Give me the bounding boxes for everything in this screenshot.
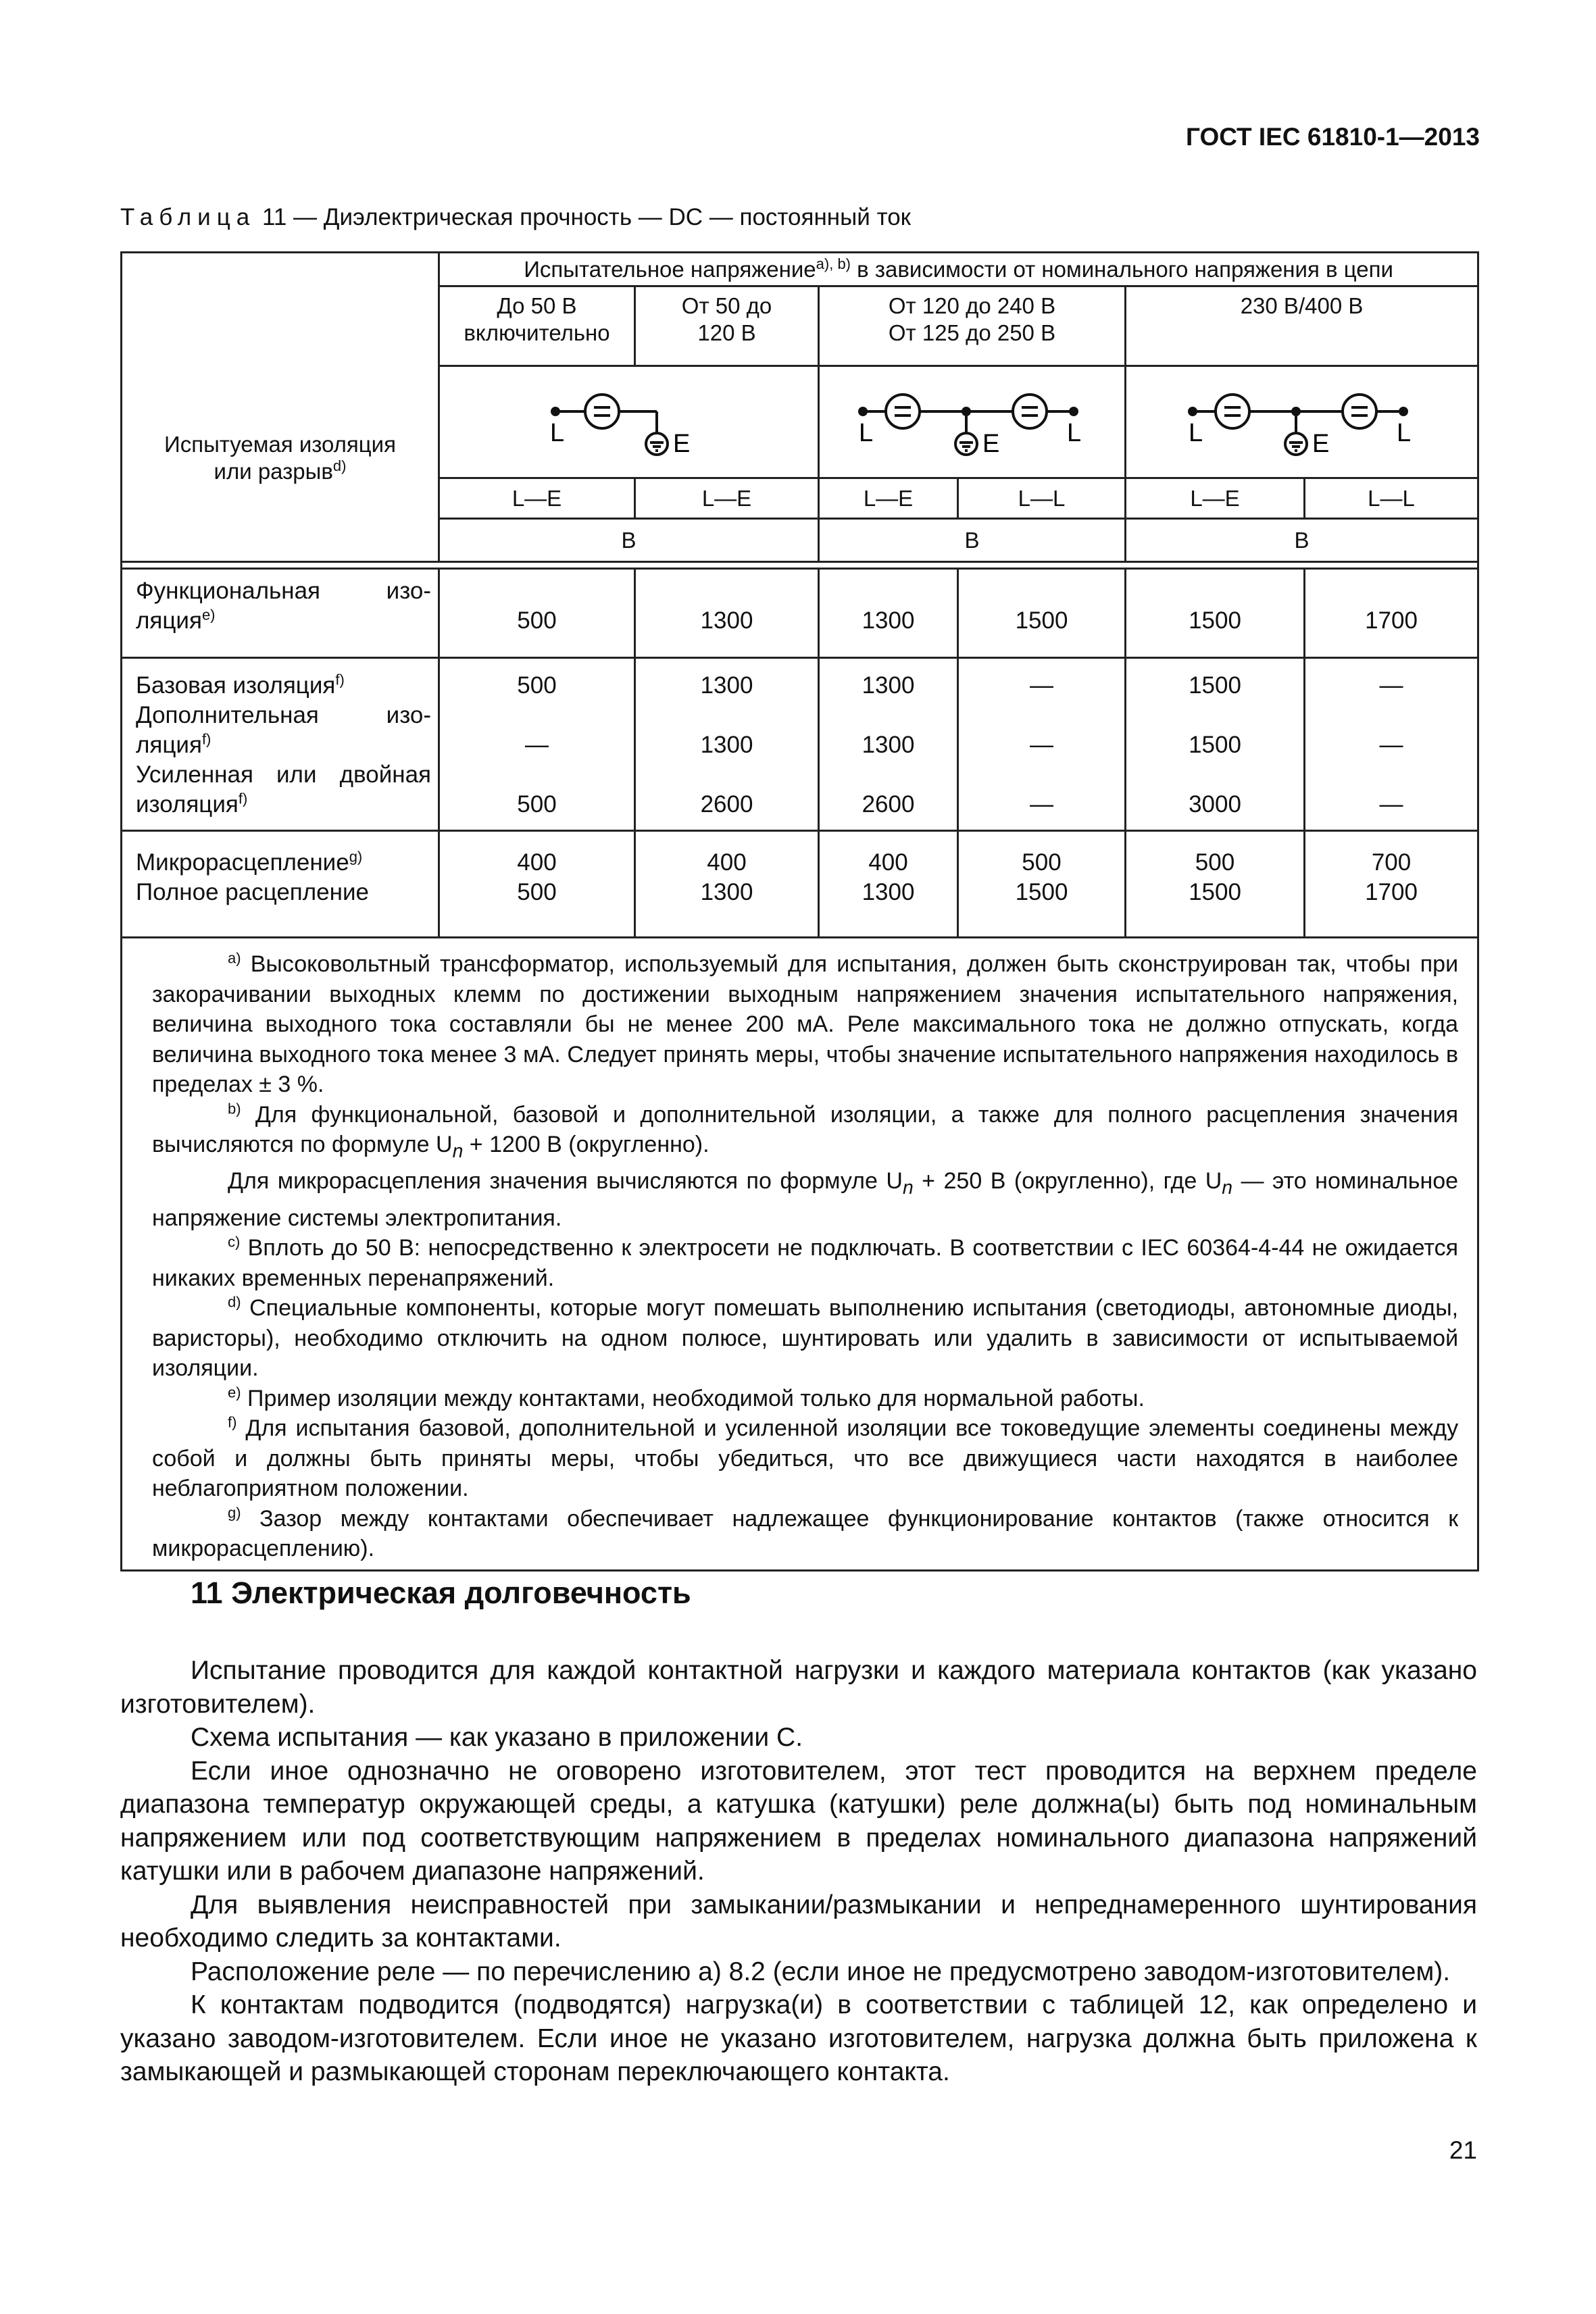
footnote-b2-tail: + 250 В (округленно), где U — [913, 1168, 1222, 1194]
cell-column-6 — [1305, 831, 1478, 938]
footnote-g-marker: g) — [228, 1504, 241, 1521]
table-caption — [120, 204, 911, 231]
cell-value: — — [1379, 732, 1403, 758]
footnote-a-marker: a) — [228, 949, 241, 967]
cell-value: 1300 — [862, 732, 915, 758]
cell-value: 500 — [517, 879, 557, 905]
cell-value: 1300 — [700, 879, 753, 905]
footnote-e-text: Пример изоляции между контактами, необходимой только для нормальной работы. — [241, 1385, 1145, 1411]
group-header-2 — [635, 286, 819, 366]
cell-value: 1700 — [1305, 569, 1478, 658]
cell-value: 1300 — [635, 569, 819, 658]
footnote-b-tail: + 1200 В (округленно). — [463, 1132, 709, 1157]
section-body — [120, 1654, 1477, 2089]
cell-value: 500 — [1022, 849, 1062, 876]
paragraph: Схема испытания — как указано в приложении С. — [191, 1723, 803, 1752]
footnote-d-marker: d) — [228, 1293, 241, 1311]
footnote-g — [152, 1504, 1458, 1564]
footnote-b-cont — [152, 1166, 1458, 1233]
row-2-sup3: f) — [201, 730, 211, 748]
pair-4: L—L — [958, 478, 1126, 519]
double-rule — [122, 562, 1478, 569]
label-l: L — [549, 418, 564, 447]
cell-value: 1500 — [1189, 879, 1241, 905]
unit-cell-3: В — [1126, 519, 1478, 562]
label-e: E — [1312, 429, 1329, 458]
pair-1: L—E — [439, 478, 635, 519]
row-header-sup: d) — [332, 457, 347, 474]
paragraph: Расположение реле — по перечислению а) 8.2 (если иное не предусмотрено заводом-изготовителем). — [191, 1957, 1451, 1986]
cell-value: — — [1030, 672, 1053, 699]
circuit-symbol-le — [545, 382, 714, 463]
test-voltage-label: Испытательное напряжение — [524, 256, 816, 282]
row-label-functional — [122, 569, 439, 658]
cell-column-2 — [635, 658, 819, 831]
symbol-cell-lel-2 — [1126, 366, 1478, 478]
footnote-b-sub: n — [452, 1140, 464, 1162]
footnote-f-text: Для испытания базовой, дополнительной и усиленной изоляции все токоведущие элементы соединены между собой и должны быть приняты меры, чтобы убедиться, что все движущиеся части находятся в наиболее неблагоприятном положении. — [152, 1415, 1459, 1502]
row-3-label1: Микрорасцепление — [136, 849, 349, 876]
label-l-left: L — [858, 418, 873, 447]
footnote-b2-sub: n — [902, 1177, 914, 1199]
group-header-3 — [819, 286, 1126, 366]
cell-value: 3000 — [1189, 791, 1241, 818]
footnote-d — [152, 1293, 1458, 1384]
cell-column-3 — [819, 658, 958, 831]
cell-column-1 — [439, 831, 635, 938]
caption-prefix: Таблица — [120, 204, 256, 230]
footnote-b2-tail2: — это номинальное напряжение системы электропитания. — [152, 1168, 1459, 1231]
cell-column-4 — [958, 831, 1126, 938]
cell-value: 500 — [439, 569, 635, 658]
circuit-symbol-lel-1 — [844, 382, 1101, 463]
test-voltage-header — [439, 253, 1478, 286]
cell-column-6 — [1305, 658, 1478, 831]
group-1-line2: включительно — [464, 320, 610, 345]
cell-value: 1500 — [1189, 672, 1241, 699]
circuit-symbol-lel-2 — [1174, 382, 1430, 463]
group-1-line1: До 50 В — [497, 293, 577, 318]
pair-6: L—L — [1305, 478, 1478, 519]
pair-5: L—E — [1126, 478, 1305, 519]
cell-value: 2600 — [862, 791, 915, 818]
label-l-left: L — [1188, 418, 1203, 447]
cell-value: 1700 — [1365, 879, 1418, 905]
cell-value: — — [1030, 791, 1053, 818]
symbol-cell-lel-1 — [819, 366, 1126, 478]
footnote-c-text: Вплоть до 50 В: непосредственно к электросети не подключать. В соответствии с IEC 60364-4-44 не ожидается никаких временных перенапряжений. — [152, 1235, 1459, 1291]
group-3-line2: От 125 до 250 В — [888, 320, 1056, 345]
test-voltage-rest: в зависимости от номинального напряжения в цепи — [851, 256, 1393, 282]
table-row — [122, 658, 1478, 831]
section-title: 11 Электрическая долговечность — [191, 1576, 691, 1610]
row-header-cell — [122, 253, 439, 562]
paragraph: Если иное однозначно не оговорено изготовителем, этот тест проводится на верхнем пределе диапазона температур окружающей среды, а катушка (катушки) реле должна(ы) быть под номинальным напряжением или под соответствующим напряжением в пределах номинального диапазона напряжений катушки или в рабочем диапазоне напряжений. — [120, 1756, 1477, 1886]
dielectric-strength-table — [120, 251, 1479, 1571]
page-number: 21 — [1449, 2136, 1477, 2164]
cell-value: 1500 — [958, 569, 1126, 658]
cell-value: 1300 — [700, 732, 753, 758]
cell-value: 1500 — [1126, 569, 1305, 658]
footnote-c — [152, 1233, 1458, 1293]
row-2-sup5: f) — [238, 790, 248, 807]
footnote-b2-text: Для микрорасцепления значения вычисляются по формуле U — [228, 1168, 903, 1194]
label-e: E — [982, 429, 999, 458]
standard-header: ГОСТ IEC 61810-1—2013 — [1185, 123, 1480, 151]
cell-column-5 — [1126, 831, 1305, 938]
cell-value: 400 — [517, 849, 557, 876]
cell-value: 1300 — [862, 879, 915, 905]
table-footnotes — [122, 938, 1478, 1571]
cell-value: 1500 — [1015, 879, 1068, 905]
unit-cell-1: В — [439, 519, 819, 562]
cell-value: 1500 — [1189, 732, 1241, 758]
group-2-line2: 120 В — [697, 320, 756, 345]
row-1-label1: Функциональная изо- — [136, 578, 431, 604]
cell-column-1 — [439, 658, 635, 831]
cell-value: 1300 — [819, 569, 958, 658]
test-voltage-sup: a), b) — [816, 255, 851, 272]
row-1-label2: ляция — [136, 607, 202, 634]
pair-3: L—E — [819, 478, 958, 519]
cell-value: 700 — [1371, 849, 1412, 876]
cell-column-5 — [1126, 658, 1305, 831]
pair-2: L—E — [635, 478, 819, 519]
label-l-right: L — [1066, 418, 1081, 447]
row-3-sup1: g) — [349, 848, 363, 865]
cell-column-4 — [958, 658, 1126, 831]
footnote-b — [152, 1100, 1458, 1167]
row-3-label2: Полное расцепление — [136, 879, 369, 905]
group-header-4 — [1126, 286, 1478, 366]
group-3-line1: От 120 до 240 В — [888, 293, 1056, 318]
paragraph: Для выявления неисправностей при замыкании/размыкании и непреднамеренного шунтирования необходимо следить за контактами. — [120, 1890, 1477, 1953]
cell-value: — — [525, 732, 549, 758]
cell-value: 400 — [707, 849, 747, 876]
footnote-b2-sub2: n — [1222, 1177, 1233, 1199]
group-4-line1: 230 В/400 В — [1240, 293, 1364, 318]
table-row — [122, 831, 1478, 938]
cell-value: 1300 — [700, 672, 753, 699]
cell-value: 400 — [868, 849, 908, 876]
footnote-f-marker: f) — [228, 1413, 237, 1431]
cell-value: 500 — [517, 672, 557, 699]
row-2-sup1: f) — [335, 671, 345, 688]
cell-column-3 — [819, 831, 958, 938]
row-2-label1: Базовая изоляция — [136, 672, 336, 699]
label-e: E — [672, 429, 690, 458]
paragraph: Испытание проводится для каждой контактной нагрузки и каждого материала контактов (как указано изготовителем). — [120, 1656, 1477, 1719]
group-header-1 — [439, 286, 635, 366]
footnote-f — [152, 1413, 1458, 1504]
cell-column-2 — [635, 831, 819, 938]
paragraph: К контактам подводится (подводятся) нагрузка(и) в соответствии с таблицей 12, как определено и указано заводом-изготовителем. Если иное не указано изготовителем, нагрузка должна быть приложена к замыкающей и размыкающей сторонам переключающего контакта. — [120, 1990, 1477, 2086]
cell-value: — — [1379, 791, 1403, 818]
cell-value: 1300 — [862, 672, 915, 699]
cell-value: — — [1030, 732, 1053, 758]
group-2-line1: От 50 до — [681, 293, 772, 318]
footnote-b-marker: b) — [228, 1100, 241, 1117]
cell-value: 500 — [1195, 849, 1235, 876]
row-2-label4: Усиленная или двойная — [136, 761, 431, 788]
footnote-d-text: Специальные компоненты, которые могут помешать выполнению испытания (светодиоды, автономные диоды, варисторы), необходимо отключить на одном полюсе, шунтировать или удалить в зависимости от испытываемой изоляции. — [152, 1295, 1459, 1382]
row-2-label5: изоляция — [136, 791, 239, 818]
row-label-micro-disconnection — [122, 831, 439, 938]
footnote-e — [152, 1384, 1458, 1414]
row-1-sup: e) — [201, 606, 216, 624]
row-header-text: Испытуемая изоляция или разрыв — [164, 431, 396, 484]
row-label-basic-insulation — [122, 658, 439, 831]
cell-value: 2600 — [700, 791, 753, 818]
cell-value: — — [1379, 672, 1403, 699]
footnote-b-text: Для функциональной, базовой и дополнительной изоляции, а также для полного расцепления значения вычисляются по формуле U — [152, 1101, 1459, 1157]
footnote-a — [152, 949, 1458, 1100]
footnote-c-marker: c) — [228, 1233, 241, 1251]
footnote-a-text: Высоковольтный трансформатор, используемый для испытания, должен быть сконструирован так, чтобы при закорачивании выходных клемм по достижении выходным напряжением значения испытательного напряжения, величина выходного тока составляли бы не менее 200 мА. Реле максимального тока не должно отпускать, когда величина выходного тока менее 3 мА. Следует принять меры, чтобы значение испытательного напряжения находилось в пределах ± 3 %. — [152, 951, 1459, 1097]
row-2-label3: ляция — [136, 732, 202, 758]
symbol-cell-le — [439, 366, 819, 478]
table-row — [122, 569, 1478, 658]
footnote-g-text: Зазор между контактами обеспечивает надлежащее функционирование контактов (также относится к микрорасцеплению). — [152, 1505, 1459, 1562]
label-l-right: L — [1396, 418, 1411, 447]
row-2-label2: Дополнительная изо- — [136, 702, 431, 728]
footnote-e-marker: e) — [228, 1384, 241, 1401]
cell-value: 500 — [517, 791, 557, 818]
unit-cell-2: В — [819, 519, 1126, 562]
caption-title: 11 — Диэлектрическая прочность — DC — постоянный ток — [255, 204, 911, 230]
